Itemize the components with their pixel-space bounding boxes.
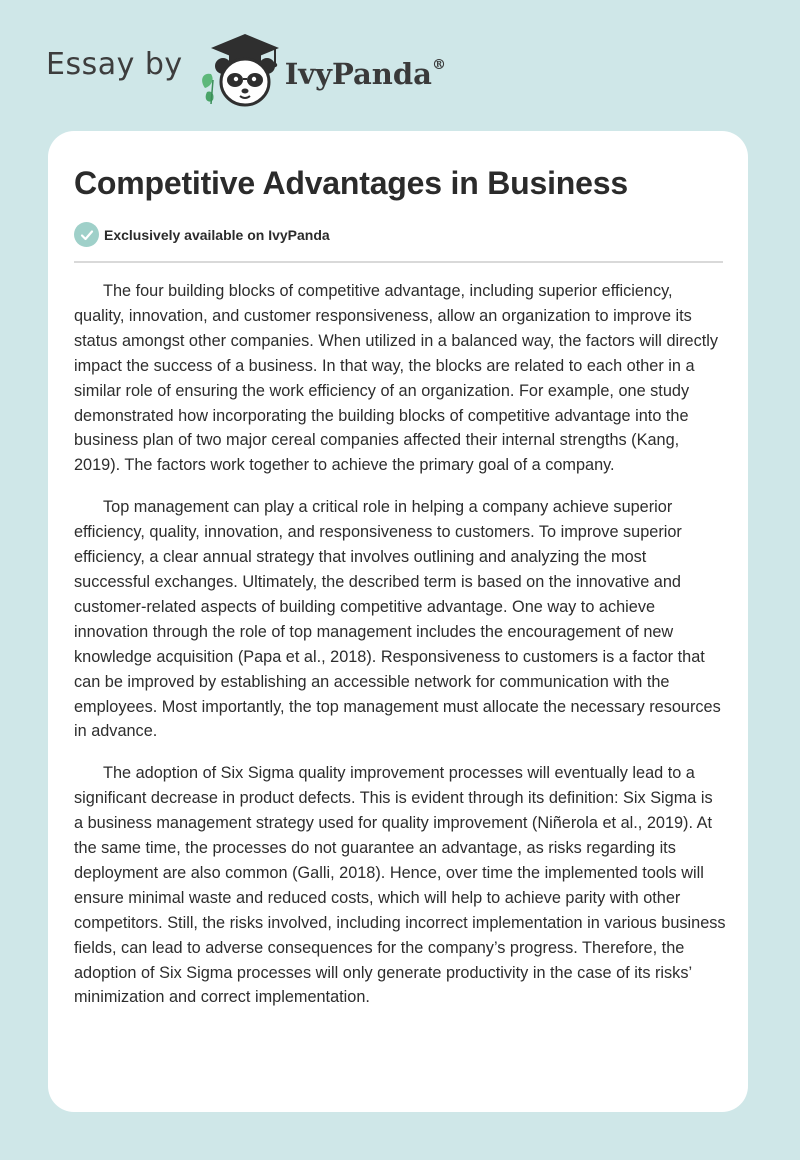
paragraph-1: The four building blocks of competitive advantage, including superior efficiency, quality, innovation, and customer responsiveness, allow an organization to improve its status amongst other companies. When utilized in a balanced way, the factors will directly impact the success of a business. In that way, the blocks are related to each other in a similar role of ensuring the work efficiency of an organization. For example, one study demonstrated how incorporating the building blocks of competitive advantage into the business plan of two major cereal companies affected their internal strengths (Kang, 2019). The factors work together to achieve the primary goal of a company. xyxy=(74,282,719,475)
exclusive-badge xyxy=(74,222,330,247)
page-title: Competitive Advantages in Business xyxy=(74,165,628,201)
check-circle-icon xyxy=(74,222,99,247)
essay-card xyxy=(48,131,748,1112)
panda-logo-icon xyxy=(195,30,283,110)
exclusive-badge-label: Exclusively available on IvyPanda xyxy=(104,226,330,243)
brand-header xyxy=(46,30,446,110)
brand-prefix: Essay by xyxy=(46,46,183,82)
registered-mark: ® xyxy=(431,57,446,74)
brand-name xyxy=(285,57,446,91)
paragraph-3: The adoption of Six Sigma quality improvement processes will eventually lead to a significant decrease in product defects. This is evident through its definition: Six Sigma is a business management strategy used for quality improvement (Niñerola et al., 2019). At the same time, the processes do not guarantee an advantage, as risks regarding its deployment are also common (Galli, 2018). Hence, over time the implemented tools will ensure minimal waste and reduced costs, which will help to achieve parity with other competitors. Still, the risks involved, including incorrect implementation in various business fields, can lead to adverse consequences for the company’s progress. Therefore, the adoption of Six Sigma processes will only generate productivity in the case of its risks’ minimization and correct implementation. xyxy=(74,764,726,1007)
essay-body xyxy=(74,279,726,1027)
paragraph-2: Top management can play a critical role in helping a company achieve superior efficiency, quality, innovation, and responsiveness to customers. To improve superior efficiency, a clear annual strategy that involves outlining and analyzing the most successful exchanges. Ultimately, the described term is based on the innovative and customer-related aspects of building competitive advantage. One way to achieve innovation through the role of top management includes the encouragement of new knowledge acquisition (Papa et al., 2018). Responsiveness to customers is a factor that can be improved by establishing an accessible network for communication with the employees. Most importantly, the top management must allocate the necessary resources in advance. xyxy=(74,498,721,741)
brand-name-text: IvyPanda xyxy=(284,57,432,91)
title-divider xyxy=(74,261,723,263)
